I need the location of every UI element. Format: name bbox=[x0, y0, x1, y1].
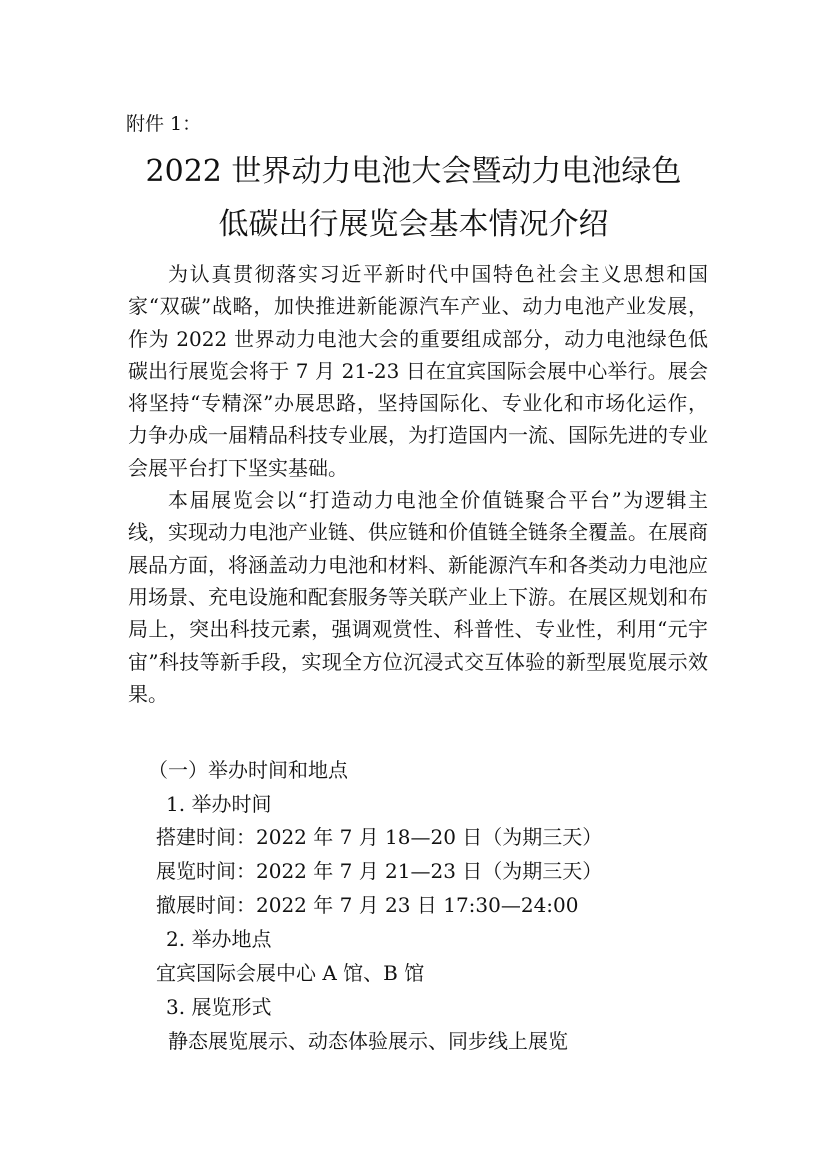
paragraph-scope: 本届展览会以“打造动力电池全价值链聚合平台”为逻辑主线，实现动力电池产业链、供应链和价值链全链条全覆盖。在展商展品方面，将涵盖动力电池和材料、新能源汽车和各类动力电池应用场景、充电设施和配套服务等关联产业上下游。在展区规划和布局上，突出科技元素，强调观赏性、科普性、专业性，利用“元宇宙”科技等新手段，实现全方位沉浸式交互体验的新型展览展示效果。 bbox=[128, 488, 708, 706]
section-heading-time-place: （一）举办时间和地点 bbox=[148, 758, 348, 782]
dismantle-time: 撤展时间：2022 年 7 月 23 日 17:30—24:00 bbox=[156, 893, 579, 917]
attachment-label: 附件 1： bbox=[126, 113, 202, 135]
subheading-format: 3. 展览形式 bbox=[166, 995, 272, 1019]
body-text bbox=[128, 258, 708, 710]
venue-text: 宜宾国际会展中心 A 馆、B 馆 bbox=[156, 961, 425, 985]
build-time: 搭建时间：2022 年 7 月 18—20 日（为期三天） bbox=[156, 825, 603, 849]
document-title-line-2: 低碳出行展览会基本情况介绍 bbox=[218, 207, 609, 242]
paragraph-intro: 为认真贯彻落实习近平新时代中国特色社会主义思想和国家“双碳”战略，加快推进新能源汽车产业、动力电池产业发展，作为 2022 世界动力电池大会的重要组成部分，动力电池绿色低碳出行展览会将于 7 月 21-23 日在宜宾国际会展中心举行。展会将坚持“专精深”办展思路，坚持国际化、专业化和市场化运作，力争办成一届精品科技专业展，为打造国内一流、国际先进的专业会展平台打下坚实基础。 bbox=[128, 262, 708, 480]
document-title-line-1: 2022 世界动力电池大会暨动力电池绿色 bbox=[145, 154, 682, 189]
subheading-venue: 2. 举办地点 bbox=[166, 927, 272, 951]
exhibit-time: 展览时间：2022 年 7 月 21—23 日（为期三天） bbox=[156, 859, 603, 883]
format-text: 静态展览展示、动态体验展示、同步线上展览 bbox=[168, 1029, 568, 1053]
subheading-time: 1. 举办时间 bbox=[166, 792, 272, 816]
